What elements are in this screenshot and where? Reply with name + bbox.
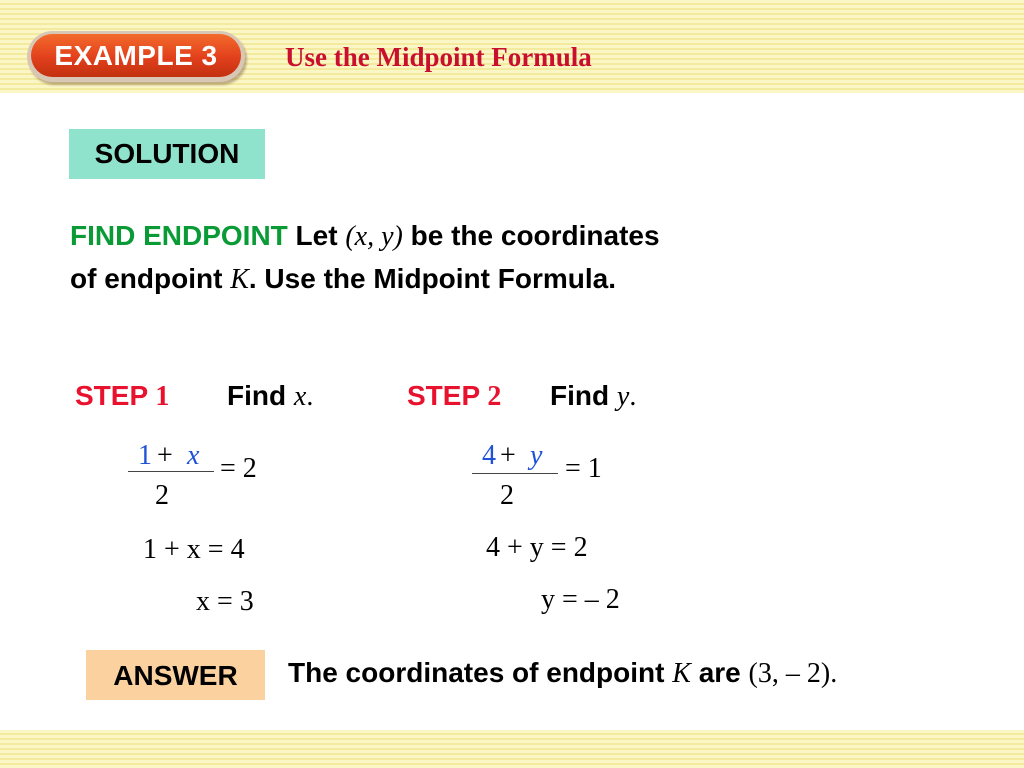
intro-heading: FIND ENDPOINT [70, 220, 288, 251]
step1-find-period: . [306, 381, 314, 412]
step2-frac-num-var: y [530, 440, 543, 471]
step1-find [227, 380, 313, 413]
answer-text-2: are [690, 657, 749, 688]
intro-text-3: . Use the Midpoint Formula. [248, 263, 616, 294]
page-title: Use the Midpoint Formula [285, 42, 592, 72]
step2-find [550, 380, 636, 413]
answer-point: K [672, 658, 691, 689]
step1-number: 1 [155, 381, 170, 412]
step2-fraction-bar [472, 473, 558, 474]
step2-frac-num-plus: + [500, 440, 516, 471]
answer-period: . [830, 658, 838, 689]
intro-coords: (x, y) [345, 221, 403, 252]
step2-frac-num-const: 4 [482, 440, 496, 471]
footer-band [0, 730, 1024, 768]
step1-equation-3: x = 3 [196, 586, 254, 617]
step2-heading [407, 380, 501, 413]
answer-coords: (3, – 2) [748, 658, 831, 689]
step1-fraction-bar [128, 471, 214, 472]
step1-frac-num-const: 1 [138, 440, 152, 471]
solution-label: SOLUTION [69, 129, 265, 179]
answer-text [288, 657, 837, 690]
intro-text-2: be the coordinates of endpoint [70, 220, 660, 294]
answer-label: ANSWER [86, 650, 265, 700]
step2-frac-den: 2 [500, 480, 514, 511]
step1-equation-2: 1 + x = 4 [143, 534, 245, 565]
step2-frac-eq: = 1 [565, 453, 602, 484]
step1-find-label: Find [227, 380, 287, 411]
answer-text-1: The coordinates of endpoint [288, 657, 673, 688]
step1-heading [75, 380, 169, 413]
step2-number: 2 [487, 381, 502, 412]
step2-equation-2: 4 + y = 2 [486, 532, 588, 563]
step2-find-label: Find [550, 380, 610, 411]
step1-frac-num-var: x [187, 440, 200, 471]
step1-frac-eq: = 2 [220, 453, 257, 484]
step2-find-var: y [616, 381, 630, 412]
intro-point: K [230, 264, 249, 295]
step1-frac-num-plus: + [157, 440, 173, 471]
step2-equation-3: y = – 2 [541, 584, 620, 615]
step2-label: STEP [407, 380, 480, 411]
step1-label: STEP [75, 380, 148, 411]
intro-text-1: Let [287, 220, 346, 251]
example-badge [27, 31, 245, 82]
step1-find-var: x [293, 381, 307, 412]
step1-frac-den: 2 [155, 480, 169, 511]
intro-paragraph [70, 215, 670, 301]
step2-find-period: . [629, 381, 637, 412]
example-badge-label: EXAMPLE 3 [31, 34, 241, 77]
